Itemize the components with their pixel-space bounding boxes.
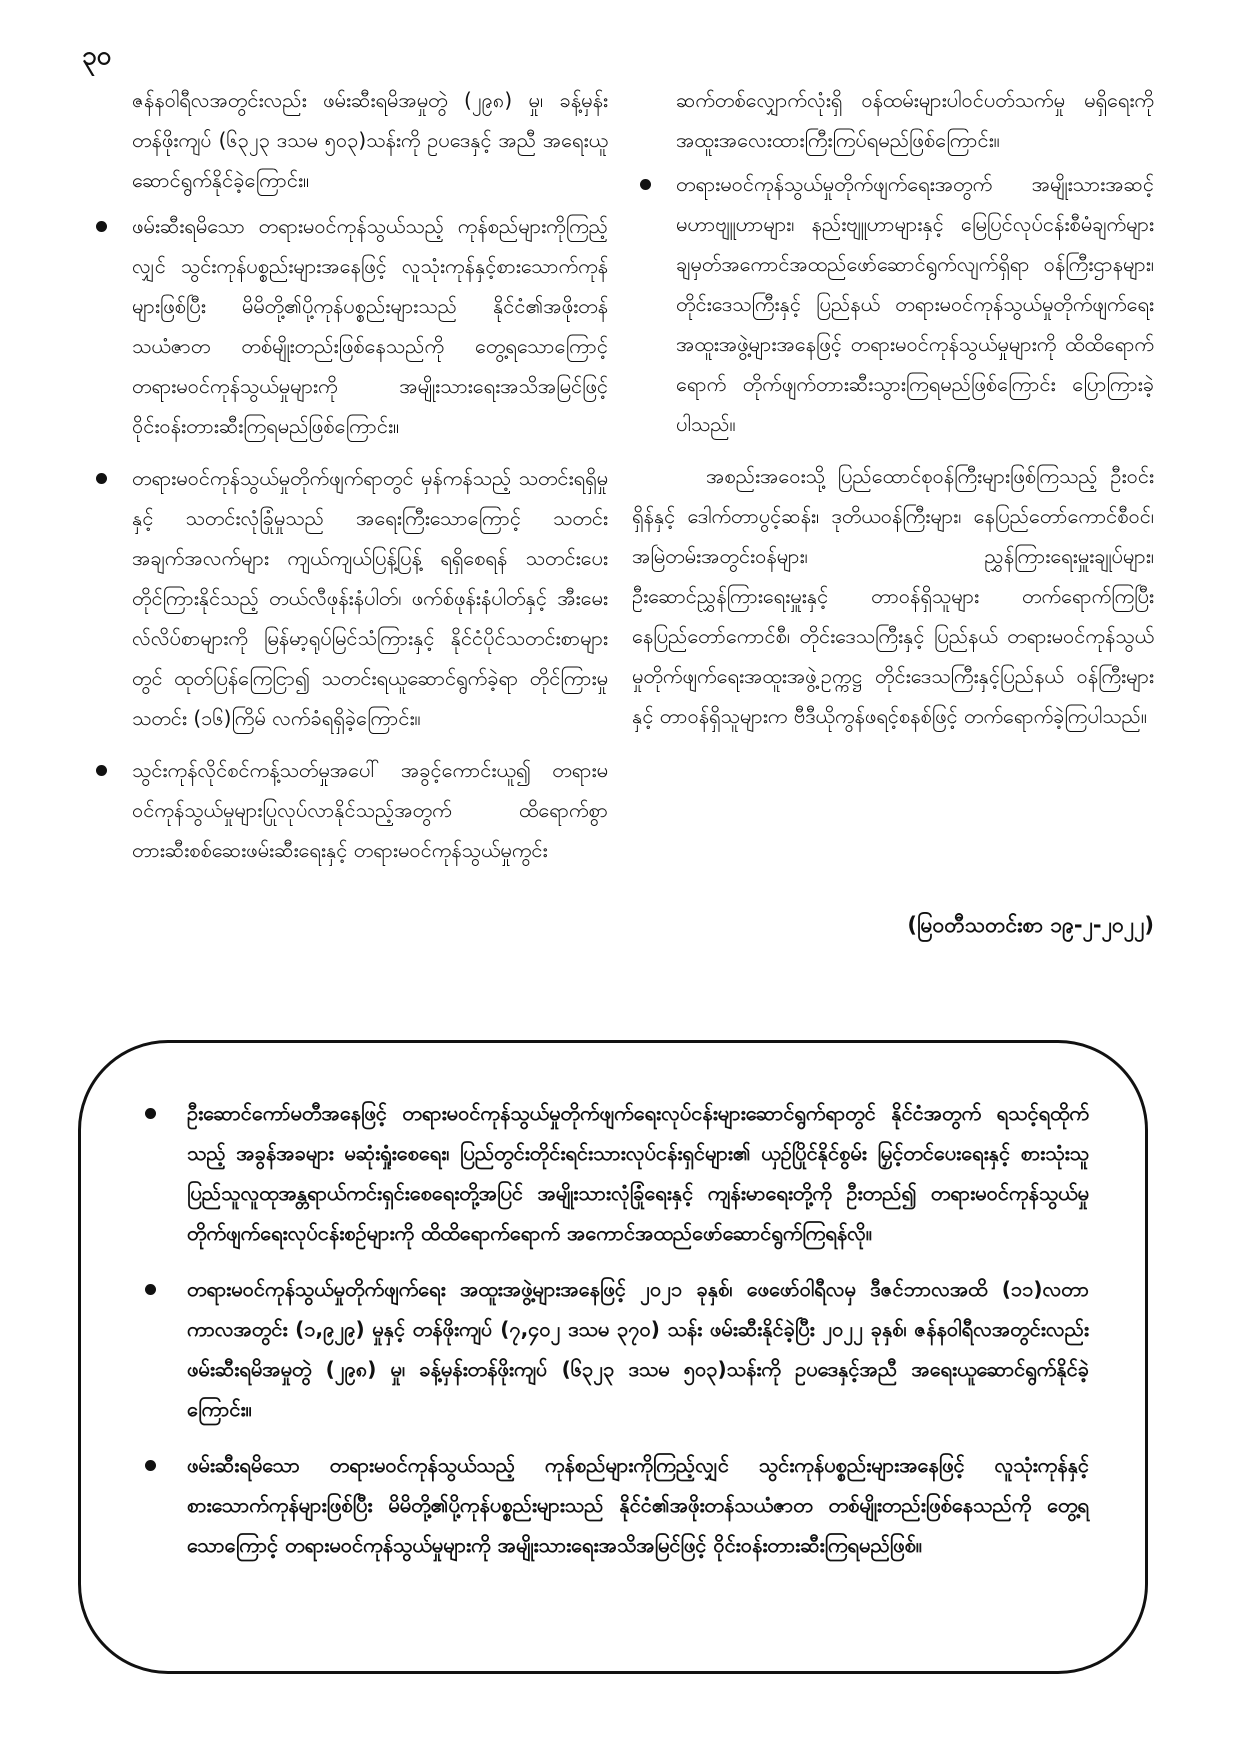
source-citation: (မြဝတီသတင်းစာ ၁၉-၂-၂၀၂၂) [907, 913, 1154, 937]
left-bullet-text-2: တရားမဝင်ကုန်သွယ်မှုတိုက်ဖျက်ရာတွင် မှန်ကန်သည့် သတင်းရရှိမှုနှင့် သတင်းလုံခြုံမှုသည် အရေးကြီးသောကြောင့် သတင်းအချက်အလက်များ ကျယ်ကျယ်ပြန့်ပြန့် ရရှိစေရန် သတင်းပေးတိုင်ကြားနိုင်သည့် တယ်လီဖုန်းနံပါတ်၊ ဖက်စ်ဖုန်းနံပါတ်နှင့် အီးမေးလ်လိပ်စာများကို မြန်မာ့ရုပ်မြင်သံကြားနှင့် နိုင်ငံပိုင်သတင်းစာများတွင် ထုတ်ပြန်ကြေငြာ၍ သတင်းရယူဆောင်ရွက်ခဲ့ရာ တိုင်ကြားမှုသတင်း (၁၆)ကြိမ် လက်ခံရရှိခဲ့ကြောင်း။ [132, 466, 608, 730]
summary-bullet-text-2: တရားမဝင်ကုန်သွယ်မှုတိုက်ဖျက်ရေး အထူးအဖွဲ့များအနေဖြင့် ၂၀၂၁ ခုနှစ်၊ ဖေဖော်ဝါရီလမှ ဒီဇင်ဘာလအထိ (၁၁)လတာ ကာလအတွင်း (၁,၉၂၉) မှုနှင့် တန်ဖိုးကျပ် (၇,၄၀၂ ဒသမ ၃၇၀) သန်း ဖမ်းဆီးနိုင်ခဲ့ပြီး ၂၀၂၂ ခုနှစ်၊ ဇန်နဝါရီလအတွင်းလည်း ဖမ်းဆီးရမိအမှုတွဲ (၂၉၈) မှု၊ ခန့်မှန်းတန်ဖိုးကျပ် (၆၃၂၃ ဒသမ ၅၀၃)သန်းကို ဥပဒေနှင့်အညီ အရေးယူဆောင်ရွက်နိုင်ခဲ့ကြောင်း။ [187, 1277, 1089, 1421]
left-bullet-text-1: ဖမ်းဆီးရမိသော တရားမဝင်ကုန်သွယ်သည့် ကုန်စည်များကိုကြည့်လျှင် သွင်းကုန်ပစ္စည်းများအနေဖြင့် လူသုံးကုန်နှင့်စားသောက်ကုန်များဖြစ်ပြီး မိမိတို့၏ပို့ကုန်ပစ္စည်းများသည် နိုင်ငံ၏အဖိုးတန်သယံဇာတ တစ်မျိုးတည်းဖြစ်နေသည်ကို တွေ့ရသောကြောင့် တရားမဝင်ကုန်သွယ်မှုများကို အမျိုးသားရေးအသိအမြင်ဖြင့် ဝိုင်းဝန်းတားဆီးကြရမည်ဖြစ်ကြောင်း။ [132, 214, 608, 438]
summary-box [78, 1040, 1148, 1674]
bullet-dot-icon [96, 221, 107, 232]
right-continuation-paragraph: ဆက်တစ်လျှောက်လုံးရှိ ဝန်ထမ်းများပါဝင်ပတ်သက်မှု မရှိရေးကို အထူးအလေးထားကြီးကြပ်ရမည်ဖြစ်ကြောင်း။ [676, 88, 1154, 152]
right-column [632, 80, 1154, 736]
closing-paragraph: အစည်းအဝေးသို့ ပြည်ထောင်စုဝန်ကြီးများဖြစ်ကြသည့် ဦးဝင်းရှိန်နှင့် ဒေါက်တာပွင့်ဆန်း၊ ဒုတိယဝန်ကြီးများ၊ နေပြည်တော်ကောင်စီဝင်၊ အမြဲတမ်းအတွင်းဝန်များ၊ ညွှန်ကြားရေးမှူးချုပ်များ၊ ဦးဆောင်ညွှန်ကြားရေးမှူးနှင့် တာဝန်ရှိသူများ တက်ရောက်ကြပြီး နေပြည်တော်ကောင်စီ၊ တိုင်းဒေသကြီးနှင့် ပြည်နယ် တရားမဝင်ကုန်သွယ်မှုတိုက်ဖျက်ရေးအထူးအဖွဲ့ဥက္ကဋ္ဌ တိုင်းဒေသကြီးနှင့်ပြည်နယ် ဝန်ကြီးများနှင့် တာဝန်ရှိသူများက ဗီဒီယိုကွန်ဖရင့်စနစ်ဖြင့် တက်ရောက်ခဲ့ကြပါသည်။ [632, 464, 1154, 728]
right-bullet-text-1: တရားမဝင်ကုန်သွယ်မှုတိုက်ဖျက်ရေးအတွက် အမျိုးသားအဆင့် မဟာဗျူဟာများ၊ နည်းဗျူဟာများနှင့် မြေပြင်လုပ်ငန်းစီမံချက်များ ချမှတ်အကောင်အထည်ဖော်ဆောင်ရွက်လျက်ရှိရာ ဝန်ကြီးဌာနများ၊ တိုင်းဒေသကြီးနှင့် ပြည်နယ် တရားမဝင်ကုန်သွယ်မှုတိုက်ဖျက်ရေး အထူးအဖွဲ့များအနေဖြင့် တရားမဝင်ကုန်သွယ်မှုများကို ထိထိရောက်ရောက် တိုက်ဖျက်တားဆီးသွားကြရမည်ဖြစ်ကြောင်း ပြောကြားခဲ့ပါသည်။ [676, 172, 1154, 436]
left-continuation-paragraph: ဇန်နဝါရီလအတွင်းလည်း ဖမ်းဆီးရမိအမှုတွဲ (၂၉၈) မှု၊ ခန့်မှန်းတန်ဖိုးကျပ် (၆၃၂၃ ဒသမ ၅၀၃)သန်းကို ဥပဒေနှင့် အညီ အရေးယူဆောင်ရွက်နိုင်ခဲ့ကြောင်း။ [132, 88, 608, 192]
left-bullet-item-2 [88, 458, 608, 738]
bullet-dot-icon [96, 473, 107, 484]
summary-bullet-list [137, 1093, 1089, 1565]
summary-bullet-text-1: ဦးဆောင်ကော်မတီအနေဖြင့် တရားမဝင်ကုန်သွယ်မှုတိုက်ဖျက်ရေးလုပ်ငန်းများဆောင်ရွက်ရာတွင် နိုင်ငံအတွက် ရသင့်ရထိုက်သည့် အခွန်အခများ မဆုံးရှုံးစေရေး၊ ပြည်တွင်းတိုင်းရင်းသားလုပ်ငန်းရှင်များ၏ ယှဉ်ပြိုင်နိုင်စွမ်း မြှင့်တင်ပေးရေးနှင့် စားသုံးသူပြည်သူလူထုအန္တရာယ်ကင်းရှင်းစေရေးတို့အပြင် အမျိုးသားလုံခြုံရေးနှင့် ကျန်းမာရေးတို့ကို ဦးတည်၍ တရားမဝင်ကုန်သွယ်မှုတိုက်ဖျက်ရေးလုပ်ငန်းစဉ်များကို ထိထိရောက်ရောက် အကောင်အထည်ဖော်ဆောင်ရွက်ကြရန်လို။ [187, 1101, 1089, 1245]
left-column [88, 80, 608, 882]
right-bullet-item-1 [632, 164, 1154, 444]
summary-bullet-item-3 [137, 1445, 1089, 1565]
right-bullet-list [632, 164, 1154, 444]
bullet-dot-icon [145, 1108, 156, 1119]
bullet-dot-icon [145, 1284, 156, 1295]
summary-bullet-item-1 [137, 1093, 1089, 1253]
left-bullet-item-3 [88, 750, 608, 870]
left-bullet-text-3: သွင်းကုန်လိုင်စင်ကန့်သတ်မှုအပေါ် အခွင့်ကောင်းယူ၍ တရားမဝင်ကုန်သွယ်မှုများပြုလုပ်လာနိုင်သည့်အတွက် ထိရောက်စွာ တားဆီးစစ်ဆေးဖမ်းဆီးရေးနှင့် တရားမဝင်ကုန်သွယ်မှုကွင်း [132, 758, 608, 862]
page-number: ၃၀ [82, 41, 112, 71]
summary-bullet-item-2 [137, 1269, 1089, 1429]
left-bullet-list [88, 206, 608, 870]
bullet-dot-icon [96, 765, 107, 776]
bullet-dot-icon [145, 1460, 156, 1471]
summary-bullet-text-3: ဖမ်းဆီးရမိသော တရားမဝင်ကုန်သွယ်သည့် ကုန်စည်များကိုကြည့်လျှင် သွင်းကုန်ပစ္စည်းများအနေဖြင့် လူသုံးကုန်နှင့် စားသောက်ကုန်များဖြစ်ပြီး မိမိတို့၏ပို့ကုန်ပစ္စည်းများသည် နိုင်ငံ၏အဖိုးတန်သယံဇာတ တစ်မျိုးတည်းဖြစ်နေသည်ကို တွေ့ရသောကြောင့် တရားမဝင်ကုန်သွယ်မှုများကို အမျိုးသားရေးအသိအမြင်ဖြင့် ဝိုင်းဝန်းတားဆီးကြရမည်ဖြစ်။ [187, 1453, 1089, 1557]
bullet-dot-icon [640, 179, 651, 190]
left-bullet-item-1 [88, 206, 608, 446]
